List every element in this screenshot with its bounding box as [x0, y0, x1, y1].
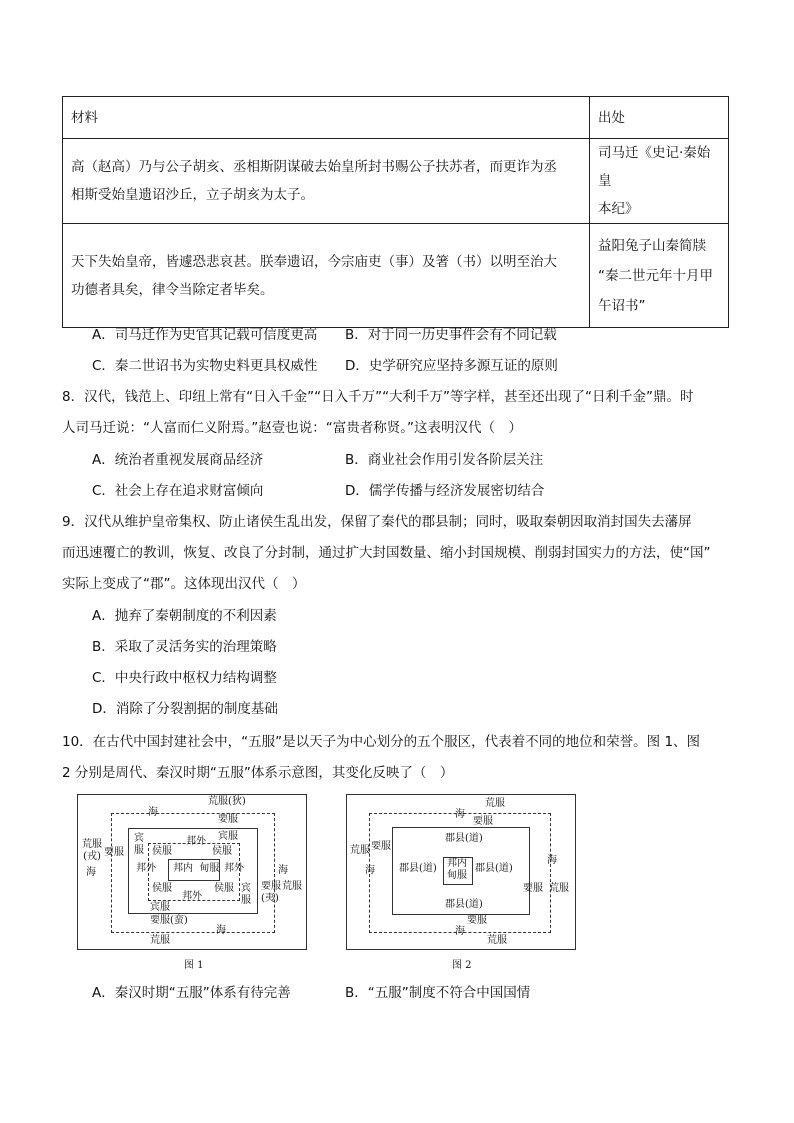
fig1-label: 邦外 — [186, 836, 206, 847]
q9-stem-line: 实际上变成了“郡”。这体现出汉代（ ） — [62, 576, 306, 592]
fig1-label: 海 — [278, 865, 288, 876]
fig2-label: 郡县(道) — [399, 863, 437, 874]
source-cell — [590, 139, 729, 224]
fig1-label: 要服(蛮) — [150, 915, 188, 926]
fig2-label: 要服 — [523, 883, 543, 894]
fig2-label: 要服 — [467, 915, 487, 926]
fig2-label: 郡县(道) — [445, 833, 483, 844]
q10-option-b[interactable]: B．“五服”制度不符合中国国情 — [345, 985, 531, 1001]
source-line: “秦二世元年十月甲 — [598, 267, 713, 284]
q8-option-a[interactable]: A．统治者重视发展商品经济 — [92, 452, 264, 468]
material-line: 天下失始皇帝，皆遽恐悲哀甚。朕奉遗诏，今宗庙吏（事）及箸（书）以明至治大 — [71, 253, 557, 270]
fig1-label: 海 — [148, 807, 158, 818]
source-line: 司马迁《史记·秦始皇 — [598, 145, 711, 189]
fig2-label: 郡县(道) — [475, 863, 513, 874]
fig1-label: 邦外 — [182, 891, 202, 902]
table-row — [63, 139, 729, 224]
fig1-label: 邦外 — [136, 863, 156, 874]
q9-option-d[interactable]: D．消除了分裂割据的制度基础 — [92, 701, 278, 717]
fig2-label: 海 — [455, 809, 465, 820]
fig2-label: 郡县(道) — [445, 899, 483, 910]
q8-stem-line: 8．汉代，钱范上、印纽上常有“日入千金”“日入千万”“大利千万”等字样，甚至还出现了“日利千金”鼎。时 — [62, 389, 694, 405]
q9-option-c[interactable]: C．中央行政中枢权力结构调整 — [92, 670, 277, 686]
fig1-label: 海 — [216, 925, 226, 936]
q10-option-a[interactable]: A．秦汉时期“五服”体系有待完善 — [92, 985, 291, 1001]
source-line: 益阳兔子山秦简牍 — [598, 237, 706, 254]
fig1-label: 侯服 — [152, 883, 172, 894]
fig1-label: 侯服 — [212, 846, 232, 857]
fig1-label: 宾服 — [218, 831, 238, 842]
fig2-label: 海 — [455, 926, 465, 937]
q7-option-b[interactable]: B．对于同一历史事件会有不同记载 — [345, 327, 557, 343]
source-line: 午诏书” — [598, 297, 646, 314]
fig2-label: 要服 — [371, 841, 391, 852]
q7-option-c[interactable]: C．秦二世诏书为实物史料更具权威性 — [92, 358, 318, 374]
q8-option-b[interactable]: B．商业社会作用引发各阶层关注 — [345, 452, 544, 468]
q9-option-b[interactable]: B．采取了灵活务实的治理策略 — [92, 639, 277, 655]
fig1-label: 宾 服 — [241, 883, 251, 906]
q9-stem-line: 9．汉代从维护皇帝集权、防止诸侯生乱出发，保留了秦代的郡县制；同时，吸取秦朝因取消封国失去藩屏 — [62, 514, 692, 530]
source-cell — [590, 224, 729, 328]
figure-2-diagram — [346, 794, 576, 950]
q7-option-a[interactable]: A．司马迁作为史官其记载可信度更高 — [92, 327, 318, 343]
q10-stem-line: 2 分别是周代、秦汉时期“五服”体系示意图，其变化反映了（ ） — [62, 765, 454, 781]
fig1-label: 荒服(狄) — [208, 796, 246, 807]
fig1-label: 要服 — [104, 847, 124, 858]
material-line: 高（赵高）乃与公子胡亥、丞相斯阴谋破去始皇所封书赐公子扶苏者，而更诈为丞 — [71, 159, 557, 175]
fig2-label: 荒服 — [485, 798, 505, 809]
fig2-label: 荒服 — [487, 935, 507, 946]
q9-option-a[interactable]: A．抛弃了秦朝制度的不利因素 — [92, 608, 277, 624]
fig1-label: 海 — [86, 867, 96, 878]
fig1-label: 要服 (夷) — [261, 881, 281, 904]
q8-option-c[interactable]: C．社会上存在追求财富倾向 — [92, 483, 264, 499]
table-row — [63, 224, 729, 328]
fig2-label: 邦内 甸服 — [447, 858, 467, 881]
q9-stem-line: 而迅速覆亡的教训，恢复、改良了分封制，通过扩大封国数量、缩小封国规模、削弱封国实力的方法，使“国” — [62, 545, 711, 561]
q10-stem-line: 10．在古代中国封建社会中，“五服”是以天子为中心划分的五个服区，代表着不同的地位和荣誉。图 1、图 — [62, 734, 701, 750]
fig1-label: 邦外 — [224, 863, 244, 874]
fig1-label: 宾服 — [150, 902, 170, 913]
q7-option-d[interactable]: D．史学研究应坚持多源互证的原则 — [345, 358, 558, 374]
fig1-label: 荒服 (戎) — [82, 839, 102, 862]
fig1-label: 侯服 — [152, 846, 172, 857]
fig2-label: 荒服 — [549, 883, 569, 894]
q8-option-d[interactable]: D．儒学传播与经济发展密切结合 — [345, 483, 545, 499]
header-material: 材料 — [63, 97, 590, 139]
table-header-row — [63, 97, 729, 139]
fig2-label: 海 — [547, 855, 557, 866]
material-line: 相斯受始皇遗诏沙丘，立子胡亥为太子。 — [71, 187, 314, 203]
q8-stem-line: 人司马迁说：“人富而仁义附焉。”赵壹也说：“富贵者称贤。”这表明汉代（ ） — [62, 420, 522, 436]
header-source: 出处 — [590, 97, 729, 139]
fig1-label: 邦内 甸服 — [173, 863, 220, 874]
source-line: 本纪》 — [598, 201, 639, 217]
fig2-label: 荒服 — [350, 845, 370, 856]
fig1-label: 侯服 — [214, 883, 234, 894]
fig1-label: 荒服 — [282, 881, 302, 892]
material-line: 功德者具矣，律令当除定者毕矣。 — [71, 281, 274, 298]
figure-1-diagram — [77, 794, 307, 950]
fig1-label: 要服 — [218, 814, 238, 825]
material-cell — [63, 139, 590, 224]
material-cell — [63, 224, 590, 328]
fig1-label: 荒服 — [150, 935, 170, 946]
figure-2-caption: 图 2 — [452, 960, 472, 971]
fig2-label: 要服 — [473, 816, 493, 827]
figure-1-caption: 图 1 — [184, 960, 204, 971]
source-table — [62, 96, 729, 328]
fig1-label: 宾 服 — [134, 833, 144, 856]
fig2-label: 海 — [365, 865, 375, 876]
